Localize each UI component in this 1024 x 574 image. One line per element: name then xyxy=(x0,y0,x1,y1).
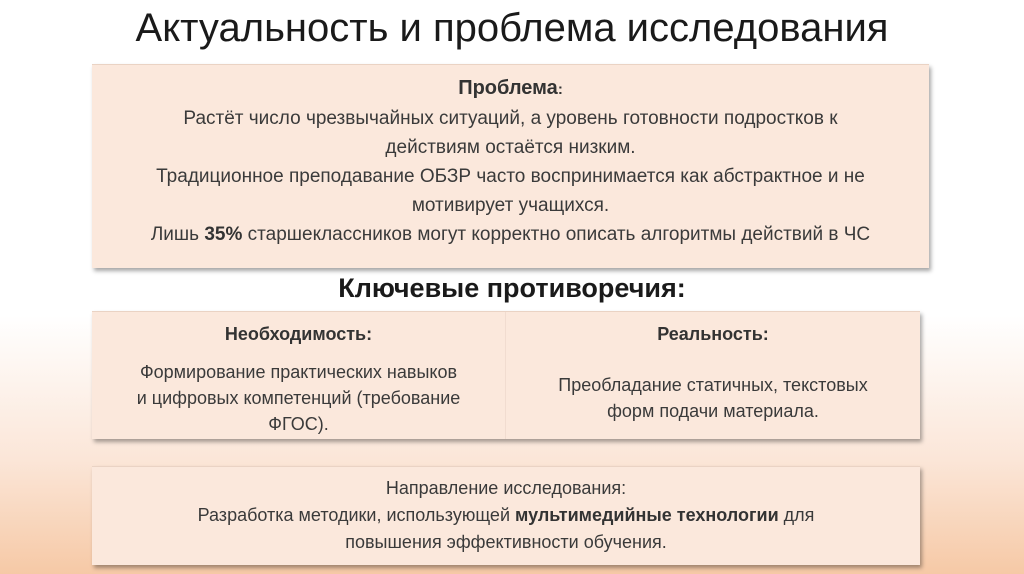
necessity-line-3: ФГОС). xyxy=(268,414,329,434)
direction-emphasis: мультимедийные технологии xyxy=(515,505,779,525)
necessity-heading: Необходимость: xyxy=(224,324,373,344)
direction-line-3: повышения эффективности обучения. xyxy=(345,532,667,552)
necessity-column xyxy=(92,312,506,439)
direction-line-2-suffix: для xyxy=(778,505,815,525)
reality-heading: Реальность: xyxy=(657,324,769,344)
slide-title: Актуальность и проблема исследования xyxy=(135,6,889,50)
problem-heading xyxy=(92,75,929,103)
problem-heading-colon: : xyxy=(557,81,563,98)
necessity-text xyxy=(92,359,505,437)
contradictions-title: Ключевые противоречия: xyxy=(338,273,686,303)
research-direction-box xyxy=(92,466,920,565)
necessity-line-1: Формирование практических навыков xyxy=(139,362,458,382)
problem-heading-text: Проблема xyxy=(458,77,558,99)
problem-body xyxy=(92,104,929,249)
problem-line-5-suffix: старшеклассников могут корректно описать алгоритмы действий в ЧС xyxy=(242,224,871,245)
problem-line-3: Традиционное преподавание ОБЗР часто воспринимается как абстрактное и не xyxy=(156,166,865,187)
reality-text xyxy=(506,372,920,424)
reality-column xyxy=(506,312,920,439)
problem-box xyxy=(92,64,929,268)
problem-line-5 xyxy=(92,220,929,249)
problem-line-2: действиям остаётся низким. xyxy=(385,137,636,158)
reality-line-2: форм подачи материала. xyxy=(607,401,819,421)
problem-line-1: Растёт число чрезвычайных ситуаций, а уровень готовности подростков к xyxy=(183,108,838,129)
direction-heading: Направление исследования: xyxy=(385,478,627,498)
reality-line-1: Преобладание статичных, текстовых xyxy=(558,375,868,395)
problem-line-4: мотивирует учащихся. xyxy=(411,195,610,216)
contradictions-table xyxy=(92,311,920,439)
direction-line-2-prefix: Разработка методики, использующей xyxy=(197,505,515,525)
statistic-value: 35% xyxy=(204,224,243,245)
necessity-line-2: и цифровых компетенций (требование xyxy=(136,388,461,408)
problem-line-5-prefix: Лишь xyxy=(150,224,205,245)
direction-line-2 xyxy=(92,502,920,529)
